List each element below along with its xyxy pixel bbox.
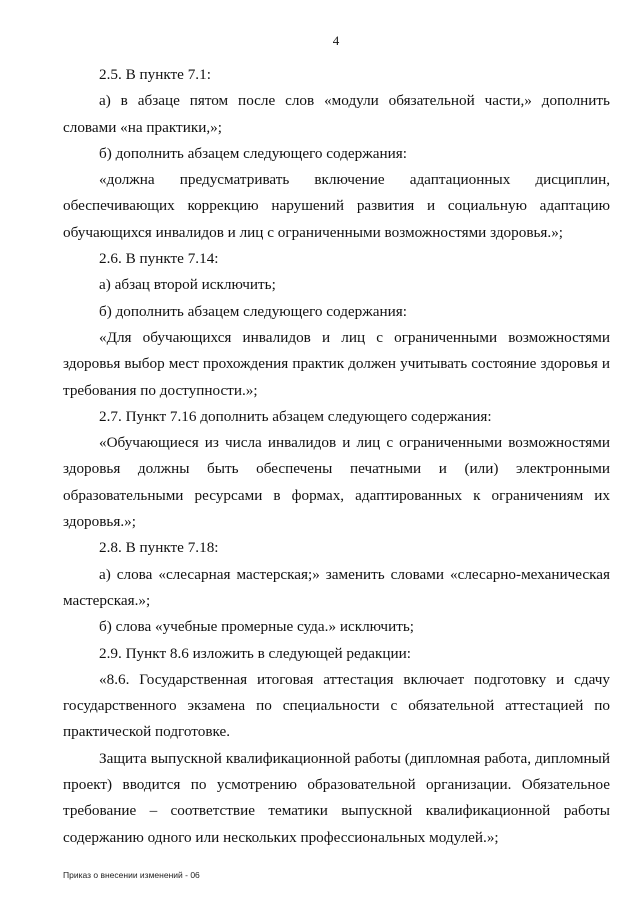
paragraph-2-9-heading: 2.9. Пункт 8.6 изложить в следующей редакции: xyxy=(99,644,412,662)
paragraph-2-8-b: б) слова «учебные промерные суда.» исключить; xyxy=(99,618,414,636)
paragraph-2-8-heading: 2.8. В пункте 7.18: xyxy=(99,539,219,557)
paragraph-8-6-defense: Защита выпускной квалификационной работы (дипломная работа, дипломный проект) вводится по усмотрению образовательной организации. Обязательное требование – соответствие тематики выпускной квалификационной работы содержанию одного или нескольких профессиональных модулей.»; xyxy=(63,749,610,846)
paragraph-2-5-a: а) в абзаце пятом после слов «модули обязательной части,» дополнить словами «на практики,»; xyxy=(63,92,610,136)
paragraph-2-6-quote: «Для обучающихся инвалидов и лиц с ограниченными возможностями здоровья выбор мест прохождения практик должен учитывать состояние здоровья и требования по доступности.»; xyxy=(63,328,610,399)
paragraph-2-7-heading: 2.7. Пункт 7.16 дополнить абзацем следующего содержания: xyxy=(99,407,492,425)
paragraph-2-8-a: а) слова «слесарная мастерская;» заменить словами «слесарно-механическая мастерская.»; xyxy=(63,565,610,609)
document-body xyxy=(63,62,610,851)
paragraph-2-5-quote: «должна предусматривать включение адаптационных дисциплин, обеспечивающих коррекцию нарушений развития и социальную адаптацию обучающихся инвалидов и лиц с ограниченными возможностями здоровья.»; xyxy=(63,171,610,241)
paragraph-8-6-quote: «8.6. Государственная итоговая аттестация включает подготовку и сдачу государственного экзамена по специальности с обязательной аттестацией по практической подготовке. xyxy=(63,670,610,741)
footer-note: Приказ о внесении изменений - 06 xyxy=(63,870,200,880)
paragraph-2-5-heading: 2.5. В пункте 7.1: xyxy=(99,66,211,83)
page-number: 4 xyxy=(332,33,340,48)
paragraph-2-7-quote: «Обучающиеся из числа инвалидов и лиц с ограниченными возможностями здоровья должны быть обеспечены печатными и (или) электронными образовательными ресурсами в формах, адаптированных к ограничениям их здоровья.»; xyxy=(63,434,610,531)
paragraph-2-6-heading: 2.6. В пункте 7.14: xyxy=(99,250,219,268)
paragraph-2-6-a: а) абзац второй исключить; xyxy=(99,276,276,294)
paragraph-2-5-b: б) дополнить абзацем следующего содержания: xyxy=(99,144,407,162)
paragraph-2-6-b: б) дополнить абзацем следующего содержания: xyxy=(99,302,407,320)
